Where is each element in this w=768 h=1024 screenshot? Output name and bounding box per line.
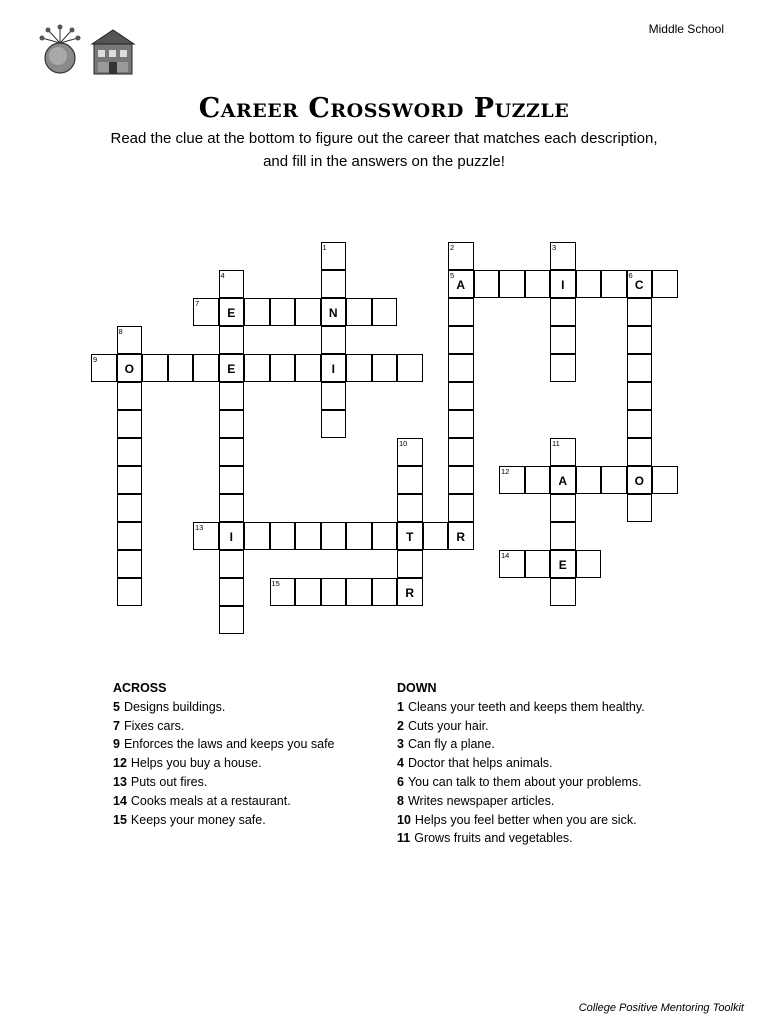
crossword-cell[interactable] — [193, 522, 219, 550]
clue-number: 13 — [113, 774, 127, 789]
clue-text: Helps you buy a house. — [130, 756, 262, 771]
down-clue — [397, 811, 645, 830]
clue-number: 9 — [93, 355, 98, 364]
given-letter: O — [634, 474, 644, 488]
clue-text: Enforces the laws and keeps you safe — [123, 737, 335, 752]
crossword-cell[interactable] — [652, 466, 678, 494]
across-clue — [113, 698, 335, 717]
crossword-cell[interactable] — [550, 578, 576, 606]
across-clue — [113, 754, 335, 773]
crossword-cell[interactable] — [244, 298, 270, 326]
crossword-cell[interactable] — [270, 522, 296, 550]
crossword-cell[interactable] — [550, 466, 576, 494]
clue-text: Cleans your teeth and keeps them healthy. — [407, 699, 645, 714]
crossword-cell[interactable] — [627, 494, 653, 522]
crossword-cell[interactable] — [397, 522, 423, 550]
clue-number: 3 — [552, 243, 557, 252]
crossword-cell[interactable] — [346, 522, 372, 550]
crossword-cell[interactable] — [576, 550, 602, 578]
crossword-cell[interactable] — [627, 270, 653, 298]
clue-number: 4 — [397, 756, 404, 771]
clue-number: 1 — [397, 699, 404, 714]
clue-number: 3 — [397, 737, 404, 752]
crossword-cell[interactable] — [219, 438, 245, 466]
down-clue — [397, 829, 645, 848]
down-clue — [397, 698, 645, 717]
crossword-cell[interactable] — [321, 410, 347, 438]
given-letter: E — [227, 362, 236, 376]
clue-text: Grows fruits and vegetables. — [414, 831, 573, 846]
crossword-cell[interactable] — [168, 354, 194, 382]
crossword-cell[interactable] — [627, 354, 653, 382]
crossword-cell[interactable] — [219, 354, 245, 382]
given-letter: O — [124, 362, 134, 376]
crossword-cell[interactable] — [448, 298, 474, 326]
crossword-cell[interactable] — [321, 326, 347, 354]
crossword-cell[interactable] — [219, 606, 245, 634]
crossword-cell[interactable] — [627, 326, 653, 354]
clue-number: 7 — [195, 299, 200, 308]
crossword-cell[interactable] — [244, 354, 270, 382]
given-letter: I — [561, 278, 565, 292]
across-heading: ACROSS — [113, 681, 167, 695]
crossword-cell[interactable] — [117, 382, 143, 410]
clue-number: 13 — [195, 523, 204, 532]
crossword-cell[interactable] — [550, 494, 576, 522]
clue-number: 2 — [397, 718, 404, 733]
crossword-cell[interactable] — [448, 326, 474, 354]
crossword-cell[interactable] — [270, 578, 296, 606]
down-clue — [397, 773, 645, 792]
given-letter: R — [405, 586, 415, 600]
clue-number: 12 — [113, 756, 127, 771]
down-clue — [397, 792, 645, 811]
crossword-cell[interactable] — [295, 522, 321, 550]
crossword-cell[interactable] — [270, 298, 296, 326]
clue-number: 9 — [113, 737, 120, 752]
crossword-cell[interactable] — [219, 578, 245, 606]
crossword-cell[interactable] — [448, 494, 474, 522]
clue-text: Helps you feel better when you are sick. — [414, 812, 637, 827]
crossword-cell[interactable] — [117, 326, 143, 354]
across-clue — [113, 811, 335, 830]
school-level-label: Middle School — [648, 22, 724, 36]
given-letter: E — [558, 558, 567, 572]
across-clue — [113, 735, 335, 754]
crossword-cell[interactable] — [550, 522, 576, 550]
crossword-cell[interactable] — [219, 494, 245, 522]
crossword-cell[interactable] — [576, 466, 602, 494]
clue-number: 10 — [399, 439, 408, 448]
crossword-cell[interactable] — [448, 438, 474, 466]
crossword-cell[interactable] — [321, 242, 347, 270]
crossword-cell[interactable] — [550, 326, 576, 354]
given-letter: C — [634, 278, 644, 292]
crossword-cell[interactable] — [117, 550, 143, 578]
crossword-cell[interactable] — [397, 578, 423, 606]
crossword-cell[interactable] — [219, 326, 245, 354]
clue-text: Puts out fires. — [130, 774, 208, 789]
crossword-cell[interactable] — [346, 578, 372, 606]
crossword-cell[interactable] — [321, 522, 347, 550]
crossword-cell[interactable] — [372, 354, 398, 382]
clue-text: Writes newspaper articles. — [407, 793, 555, 808]
crossword-cell[interactable] — [193, 354, 219, 382]
down-clue — [397, 717, 645, 736]
clue-number: 5 — [113, 699, 120, 714]
down-clue — [397, 735, 645, 754]
crossword-cell[interactable] — [117, 466, 143, 494]
clue-number: 15 — [271, 579, 280, 588]
crossword-cell[interactable] — [627, 466, 653, 494]
crossword-cell[interactable] — [219, 298, 245, 326]
crossword-cell[interactable] — [117, 494, 143, 522]
crossword-cell[interactable] — [91, 354, 117, 382]
crossword-cell[interactable] — [627, 382, 653, 410]
given-letter: N — [328, 306, 338, 320]
clue-number: 8 — [118, 327, 123, 336]
crossword-cell[interactable] — [499, 270, 525, 298]
clue-number: 12 — [501, 467, 510, 476]
page-title: Career Crossword Puzzle — [198, 93, 570, 124]
down-clues — [397, 679, 645, 848]
clue-number: 4 — [220, 271, 225, 280]
clue-text: Keeps your money safe. — [130, 812, 266, 827]
crossword-cell[interactable] — [499, 550, 525, 578]
across-clues — [113, 679, 335, 829]
crossword-cell[interactable] — [525, 270, 551, 298]
clue-text: Designs buildings. — [123, 699, 226, 714]
crossword-cell[interactable] — [219, 466, 245, 494]
crossword-cell[interactable] — [219, 550, 245, 578]
clue-number: 6 — [397, 774, 404, 789]
given-letter: T — [406, 530, 414, 544]
given-letter: A — [558, 474, 568, 488]
crossword-cell[interactable] — [576, 270, 602, 298]
crossword-cell[interactable] — [397, 494, 423, 522]
crossword-cell[interactable] — [219, 410, 245, 438]
crossword-cell[interactable] — [295, 354, 321, 382]
crossword-cell[interactable] — [117, 578, 143, 606]
crossword-cell[interactable] — [142, 354, 168, 382]
crossword-cell[interactable] — [321, 382, 347, 410]
clue-text: Fixes cars. — [123, 718, 185, 733]
crossword-cell[interactable] — [601, 270, 627, 298]
crossword-cell[interactable] — [652, 270, 678, 298]
clue-number: 2 — [450, 243, 455, 252]
clue-text: Doctor that helps animals. — [407, 756, 553, 771]
crossword-cell[interactable] — [448, 410, 474, 438]
crossword-cell[interactable] — [550, 354, 576, 382]
given-letter: A — [456, 278, 466, 292]
clue-number: 11 — [397, 831, 411, 846]
across-clue — [113, 773, 335, 792]
crossword-cell[interactable] — [550, 438, 576, 466]
crossword-cell[interactable] — [321, 298, 347, 326]
crossword-cell[interactable] — [321, 270, 347, 298]
crossword-cell[interactable] — [601, 466, 627, 494]
clue-number: 14 — [501, 551, 510, 560]
crossword-cell[interactable] — [372, 578, 398, 606]
given-letter: I — [229, 530, 233, 544]
crossword-cell[interactable] — [117, 410, 143, 438]
across-clue — [113, 792, 335, 811]
crossword-cell[interactable] — [550, 298, 576, 326]
crossword-cell[interactable] — [372, 298, 398, 326]
crossword-cell[interactable] — [117, 438, 143, 466]
crossword-cell[interactable] — [295, 298, 321, 326]
crossword-cell[interactable] — [550, 270, 576, 298]
crossword-cell[interactable] — [397, 438, 423, 466]
down-clue — [397, 754, 645, 773]
clue-number: 10 — [397, 812, 411, 827]
crossword-cell[interactable] — [219, 270, 245, 298]
crossword-cell[interactable] — [550, 550, 576, 578]
crossword-cell[interactable] — [448, 270, 474, 298]
crossword-cell[interactable] — [244, 522, 270, 550]
clue-text: You can talk to them about your problems. — [407, 774, 642, 789]
clue-number: 11 — [552, 439, 560, 448]
crossword-cell[interactable] — [397, 466, 423, 494]
given-letter: I — [331, 362, 335, 376]
crossword-cell[interactable] — [321, 354, 347, 382]
crossword-cell[interactable] — [448, 522, 474, 550]
footer-credit: College Positive Mentoring Toolkit — [578, 1002, 744, 1014]
crossword-cell[interactable] — [525, 466, 551, 494]
instructions: Read the clue at the bottom to figure out the career that matches each description, and fill in the answers on the puzzle! — [110, 130, 658, 170]
crossword-cell[interactable] — [346, 298, 372, 326]
crossword-cell[interactable] — [372, 522, 398, 550]
crossword-cell[interactable] — [193, 298, 219, 326]
clue-number: 15 — [113, 812, 127, 827]
crossword-cell[interactable] — [627, 438, 653, 466]
crossword-cell[interactable] — [448, 242, 474, 270]
given-letter: E — [227, 306, 236, 320]
clue-number: 7 — [113, 718, 120, 733]
crossword-cell[interactable] — [627, 410, 653, 438]
clue-text: Can fly a plane. — [407, 737, 495, 752]
across-clue — [113, 717, 335, 736]
crossword-cell[interactable] — [550, 242, 576, 270]
given-letter: R — [456, 530, 466, 544]
crossword-cell[interactable] — [448, 354, 474, 382]
clue-text: Cooks meals at a restaurant. — [130, 793, 291, 808]
crossword-cell[interactable] — [270, 354, 296, 382]
crossword-cell[interactable] — [117, 522, 143, 550]
clue-number: 8 — [397, 793, 404, 808]
crossword-cell[interactable] — [474, 270, 500, 298]
clue-number: 1 — [322, 243, 327, 252]
clue-number: 6 — [628, 271, 633, 280]
crossword-cell[interactable] — [448, 382, 474, 410]
crossword-cell[interactable] — [295, 578, 321, 606]
clue-text: Cuts your hair. — [407, 718, 489, 733]
crossword-cell[interactable] — [448, 466, 474, 494]
clue-number: 5 — [450, 271, 455, 280]
crossword-cell[interactable] — [219, 522, 245, 550]
crossword-cell[interactable] — [219, 382, 245, 410]
crossword-cell[interactable] — [499, 466, 525, 494]
clue-number: 14 — [113, 793, 127, 808]
crossword-cell[interactable] — [346, 354, 372, 382]
crossword-cell[interactable] — [397, 550, 423, 578]
down-heading: DOWN — [397, 681, 437, 695]
crossword-cell[interactable] — [117, 354, 143, 382]
crossword-cell[interactable] — [397, 354, 423, 382]
crossword-cell[interactable] — [321, 578, 347, 606]
crossword-cell[interactable] — [525, 550, 551, 578]
crossword-cell[interactable] — [627, 298, 653, 326]
crossword-cell[interactable] — [423, 522, 449, 550]
